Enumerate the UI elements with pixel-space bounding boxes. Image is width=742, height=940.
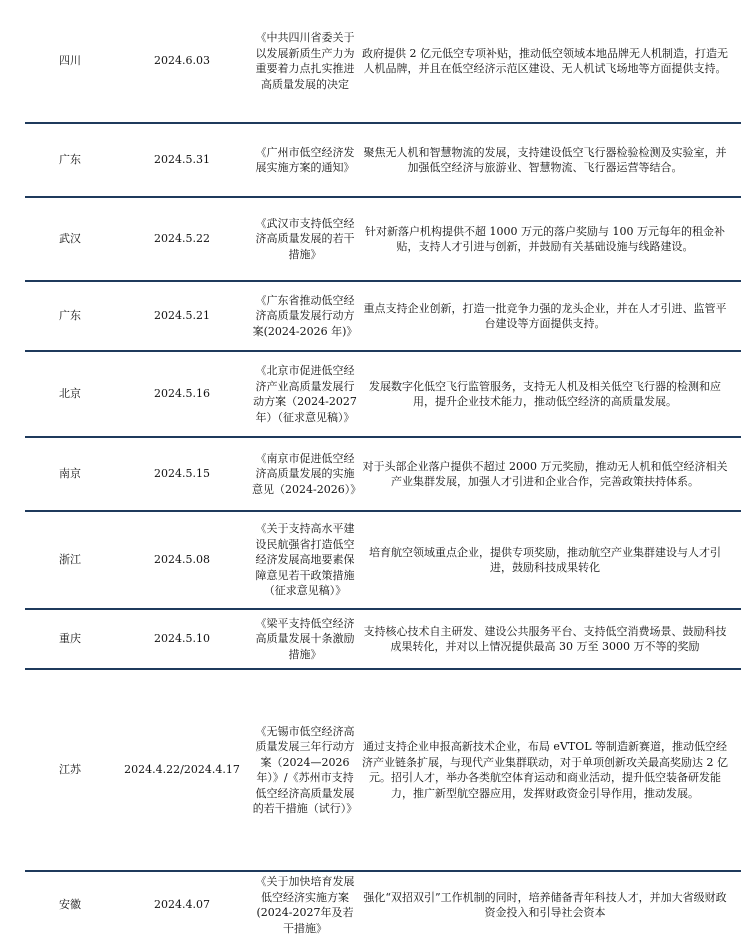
region-cell: 南京 xyxy=(59,467,81,481)
table-row xyxy=(0,670,742,870)
table-row xyxy=(0,282,742,350)
date-cell: 2024.5.15 xyxy=(154,467,210,481)
table-row xyxy=(0,610,742,668)
date-cell: 2024.5.31 xyxy=(154,153,210,167)
date-cell: 2024.5.22 xyxy=(154,232,210,246)
date-cell: 2024.5.21 xyxy=(154,309,210,323)
content-cell: 强化“双招双引”工作机制的同时，培养储备青年科技人才，并加大省级财政资金投入和引导社会资本 xyxy=(363,890,727,919)
table-row xyxy=(0,438,742,510)
table-row xyxy=(0,0,742,122)
date-cell: 2024.5.16 xyxy=(154,387,210,401)
region-cell: 广东 xyxy=(59,309,81,323)
table-row xyxy=(0,512,742,608)
table-row xyxy=(0,198,742,280)
region-cell: 江苏 xyxy=(59,763,81,777)
policy-cell: 《中共四川省委关于以发展新质生产力为重要着力点扎实推进高质量发展的决定 xyxy=(255,31,355,91)
content-cell: 政府提供 2 亿元低空专项补贴，推动低空领域本地品牌无人机制造，打造无人机品牌，并且在低空经济示范区建设、无人机试飞场地等方面提供支持。 xyxy=(362,46,728,75)
date-cell: 2024.4.22/2024.4.17 xyxy=(124,763,240,777)
content-cell: 重点支持企业创新，打造一批竞争力强的龙头企业，并在人才引进、监管平台建设等方面提供支持。 xyxy=(363,301,727,330)
content-cell: 针对新落户机构提供不超 1000 万元的落户奖励与 100 万元每年的租金补贴，支持人才引进与创新，并鼓励有关基础设施与线路建设。 xyxy=(365,224,725,253)
policy-cell: 《广州市低空经济发展实施方案的通知》 xyxy=(255,145,355,174)
region-cell: 武汉 xyxy=(59,232,81,246)
content-cell: 支持核心技术自主研发、建设公共服务平台、支持低空消费场景、鼓励科技成果转化，并对以上情况提供最高 30 万至 3000 万不等的奖励 xyxy=(363,624,727,653)
table-row xyxy=(0,124,742,196)
region-cell: 北京 xyxy=(59,387,81,401)
date-cell: 2024.6.03 xyxy=(154,54,210,68)
date-cell: 2024.5.10 xyxy=(154,632,210,646)
policy-cell: 《武汉市支持低空经济高质量发展的若干措施》 xyxy=(255,216,355,261)
policy-cell: 《梁平支持低空经济高质量发展十条激励措施》 xyxy=(255,616,355,661)
region-cell: 广东 xyxy=(59,153,81,167)
table-row xyxy=(0,352,742,436)
policy-cell: 《广东省推动低空经济高质量发展行动方案(2024-2026 年)》 xyxy=(252,293,358,338)
policy-cell: 《关于加快培育发展低空经济实施方案(2024-2027年及若干措施》 xyxy=(255,875,355,935)
policy-cell: 《南京市促进低空经济高质量发展的实施意见（2024-2026）》 xyxy=(252,451,362,496)
content-cell: 对于头部企业落户提供不超过 2000 万元奖励，推动无人机和低空经济相关产业集群发展，加强人才引进和企业合作，完善政策扶持体系。 xyxy=(362,459,728,488)
table-row xyxy=(0,872,742,938)
policy-cell: 《无锡市低空经济高质量发展三年行动方案（2024—2026 年）》/《苏州市支持低空经济高质量发展的若干措施（试行）》 xyxy=(252,724,358,815)
content-cell: 通过支持企业申报高新技术企业，布局 eVTOL 等制造新赛道，推动低空经济产业链条扩展，与现代产业集群联动，对于单项创新攻关最高奖励达 2 亿元。招引人才，举办各类航空体育运动和商业活动，提升低空装备研发能力，推广新型航空器应用，发挥财政资金引导作用，推动发展。 xyxy=(362,740,728,800)
policy-cell: 《北京市促进低空经济产业高质量发展行动方案（2024-2027 年）（征求意见稿）》 xyxy=(253,364,357,424)
region-cell: 四川 xyxy=(59,54,81,68)
content-cell: 发展数字化低空飞行监管服务，支持无人机及相关低空飞行器的检测和应用，提升企业技术能力，推动低空经济的高质量发展。 xyxy=(369,379,721,408)
date-cell: 2024.5.08 xyxy=(154,553,210,567)
content-cell: 聚焦无人机和智慧物流的发展，支持建设低空飞行器检验检测及实验室，并加强低空经济与旅游业、智慧物流、飞行器运营等结合。 xyxy=(363,145,727,174)
date-cell: 2024.4.07 xyxy=(154,898,210,912)
region-cell: 重庆 xyxy=(59,632,81,646)
region-cell: 浙江 xyxy=(59,553,81,567)
policy-cell: 《关于支持高水平建设民航强省打造低空经济发展高地要素保障意见若干政策措施（征求意见稿）》 xyxy=(255,522,355,598)
content-cell: 培育航空领域重点企业，提供专项奖励，推动航空产业集群建设与人才引进，鼓励科技成果转化 xyxy=(369,545,721,574)
region-cell: 安徽 xyxy=(59,898,81,912)
